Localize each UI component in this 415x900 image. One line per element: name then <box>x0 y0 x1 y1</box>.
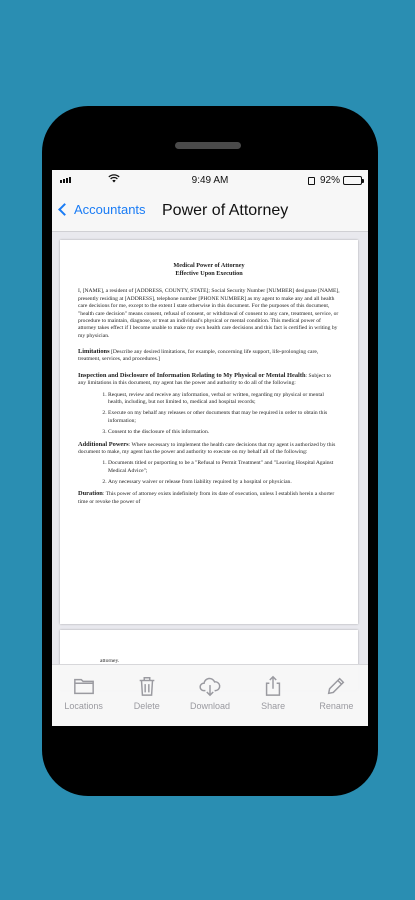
doc-subtitle: Effective Upon Execution <box>175 270 243 278</box>
folder-icon <box>73 675 95 697</box>
limitations-section <box>78 348 340 364</box>
phone-frame <box>42 106 378 796</box>
battery-percent: 92% <box>319 175 340 186</box>
duration-heading: Duration <box>78 490 103 498</box>
limitations-text: [Describe any desired limitations, for example, concerning life support, life-prolonging care, treatment, services, and procedures.] <box>78 349 319 363</box>
bottom-toolbar <box>52 664 368 726</box>
trash-icon <box>136 675 158 697</box>
doc-intro: I, [NAME], a resident of [ADDRESS, COUNTY, STATE]; Social Security Number [NUMBER] designate [NAME], presently residing at [ADDRESS], telephone number [PHONE NUMBER] as my agent to make any and all health care decisions for me, except to the extent I state otherwise in this document. For the purposes of this document, "health care decision" means consent, refusal of consent, or withdrawal of consent to any care, treatment, service, or procedure to maintain, diagnose, or treat an individual's physical or mental condition. This medical power of attorney takes effect if I become unable to make my own health care decisions and this fact is certified in writing by my physician. <box>78 288 340 339</box>
speaker-grille <box>175 142 241 149</box>
list-item: 2. Any necessary waiver or release from liability required by a hospital or physician. <box>108 479 340 486</box>
additional-section <box>78 441 340 457</box>
limitations-heading: Limitations <box>78 348 110 355</box>
cloud-download-icon <box>199 675 221 697</box>
page2-text: attorney. <box>100 658 120 664</box>
download-button[interactable] <box>180 675 240 726</box>
status-bar <box>52 170 368 192</box>
download-label: Download <box>189 701 230 711</box>
list-item: 2. Execute on my behalf any releases or other documents that may be required in order to obtain this information; <box>108 410 340 425</box>
doc-title: Medical Power of Attorney <box>173 262 245 269</box>
pencil-icon <box>325 675 347 697</box>
document-page-1 <box>60 240 358 624</box>
additional-text: : Where necessary to implement the health care decisions that my agent is authorized by this document to make, my agent has the power and authority to execute on my behalf all of the following: <box>78 441 336 455</box>
page-title: Power of Attorney <box>162 202 289 219</box>
list-item: 1. Documents titled or purporting to be a "Refusal to Permit Treatment" and "Leaving Hospital Against Medical Advice"; <box>108 460 340 475</box>
battery-group <box>308 175 362 186</box>
inspection-text: : Subject to any limitations in this document, my agent has the power and authority to do all of the following: <box>78 372 331 387</box>
status-time: 9:49 AM <box>191 175 229 186</box>
list-item: 1. Request, review and receive any information, verbal or written, regarding my physical or mental health, including, but not limited to, medical and hospital records; <box>108 392 340 407</box>
document-viewer[interactable] <box>52 232 368 664</box>
rotation-lock-icon <box>308 177 315 185</box>
inspection-list <box>96 392 340 437</box>
duration-text: : This power of attorney exists indefinitely from its date of execution, unless I establish herein a shorter time or revoke the power of <box>78 491 335 505</box>
chevron-left-icon <box>58 203 71 216</box>
inspection-section <box>78 372 340 388</box>
delete-button[interactable] <box>117 675 177 726</box>
list-item: 3. Consent to the disclosure of this information. <box>108 429 340 436</box>
battery-icon <box>343 176 362 185</box>
share-label: Share <box>261 701 286 711</box>
app-screen <box>52 170 368 726</box>
back-button[interactable] <box>60 202 146 217</box>
locations-button[interactable] <box>54 675 114 726</box>
share-icon <box>262 675 284 697</box>
inspection-heading: Inspection and Disclosure of Information Relating to My Physical or Mental Health <box>78 371 306 379</box>
additional-list <box>96 460 340 486</box>
locations-label: Locations <box>64 701 103 711</box>
delete-label: Delete <box>133 701 160 711</box>
back-label: Accountants <box>74 202 146 217</box>
share-button[interactable] <box>243 675 303 726</box>
additional-heading: Additional Powers <box>78 440 129 448</box>
navigation-bar <box>52 192 368 232</box>
rename-label: Rename <box>319 701 354 711</box>
duration-section <box>78 490 340 506</box>
rename-button[interactable] <box>306 675 366 726</box>
